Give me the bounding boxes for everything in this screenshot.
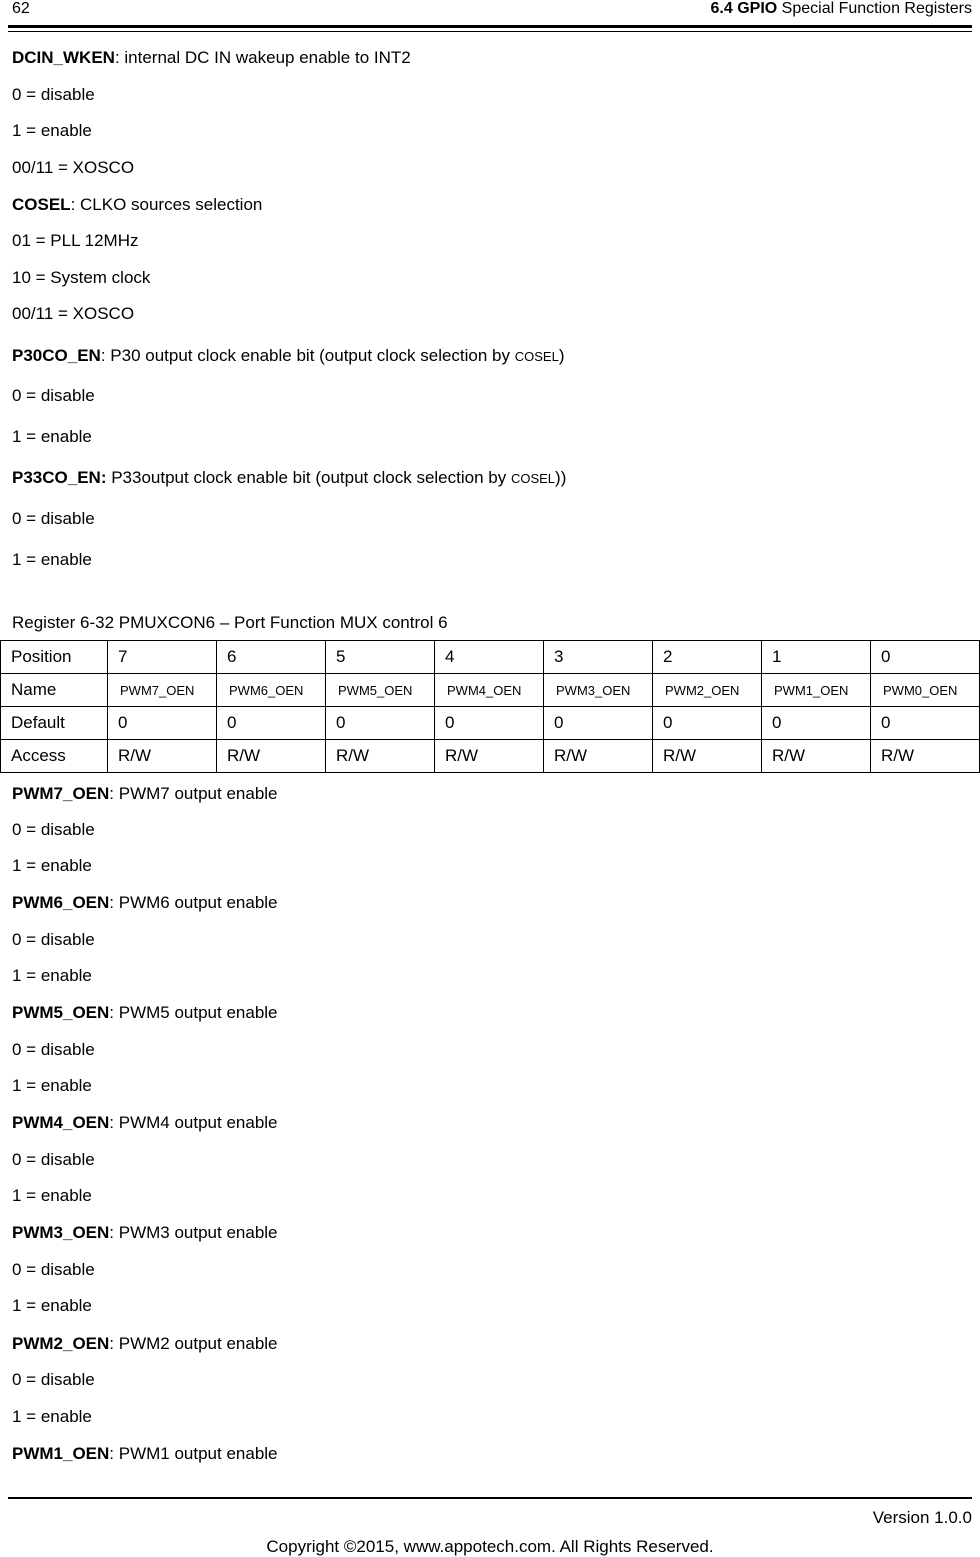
field-ref: COSEL <box>514 349 559 364</box>
table-cell: R/W <box>435 740 544 773</box>
table-cell: 0 <box>653 707 762 740</box>
field-name: PWM4_OEN <box>12 1113 110 1132</box>
field-desc-tail: ) <box>558 346 565 365</box>
field-ref: COSEL <box>510 471 556 486</box>
field-pwm3-oen <box>12 1223 278 1243</box>
table-cell: R/W <box>544 740 653 773</box>
field-name: COSEL <box>12 195 71 214</box>
field-value: 0 = disable <box>12 1260 95 1279</box>
field-value: 0 = disable <box>12 509 95 528</box>
table-cell: PWM4_OEN <box>435 674 544 707</box>
field-value: 00/11 = XOSCO <box>12 158 135 177</box>
table-cell: 0 <box>435 707 544 740</box>
register-row-default <box>1 707 980 740</box>
field-value: 1 = enable <box>12 121 92 140</box>
table-cell: R/W <box>653 740 762 773</box>
field-pwm4-oen <box>12 1113 278 1133</box>
field-name: PWM5_OEN <box>12 1003 110 1022</box>
section-title <box>711 0 972 18</box>
field-value: 0 = disable <box>12 386 95 405</box>
table-cell: 0 <box>871 641 980 674</box>
field-desc: : PWM7 output enable <box>109 784 278 803</box>
table-cell: 0 <box>871 707 980 740</box>
table-cell: 7 <box>108 641 217 674</box>
field-desc: : PWM1 output enable <box>109 1444 278 1463</box>
version-label: Version 1.0.0 <box>872 1508 972 1527</box>
field-name: P30CO_EN <box>12 346 101 365</box>
field-name: P33CO_EN: <box>12 468 107 487</box>
field-desc: : P30 output clock enable bit (output clock selection by <box>100 346 515 365</box>
field-value: 1 = enable <box>12 427 92 446</box>
field-desc: : PWM5 output enable <box>109 1003 278 1022</box>
field-name: PWM2_OEN <box>12 1334 110 1353</box>
field-value: 1 = enable <box>12 856 92 875</box>
register-row-position <box>1 641 980 674</box>
header-rule-thin <box>8 31 972 32</box>
table-cell: R/W <box>217 740 326 773</box>
field-value: 0 = disable <box>12 1150 95 1169</box>
table-cell: PWM1_OEN <box>762 674 871 707</box>
field-desc: P33output clock enable bit (output clock selection by <box>106 468 511 487</box>
field-value: 00/11 = XOSCO <box>12 304 135 323</box>
table-cell: R/W <box>871 740 980 773</box>
table-cell: 2 <box>653 641 762 674</box>
field-value: 0 = disable <box>12 930 95 949</box>
register-table <box>0 640 980 773</box>
table-cell: PWM6_OEN <box>217 674 326 707</box>
page-number: 62 <box>12 0 30 17</box>
header-rule-thick <box>8 25 972 28</box>
table-cell: 5 <box>326 641 435 674</box>
field-pwm6-oen <box>12 893 278 913</box>
table-cell: PWM7_OEN <box>108 674 217 707</box>
page-header <box>0 0 980 26</box>
field-pwm5-oen <box>12 1003 278 1023</box>
field-p30co-en <box>12 346 565 367</box>
field-value: 0 = disable <box>12 820 95 839</box>
field-name: PWM3_OEN <box>12 1223 110 1242</box>
field-name: DCIN_WKEN <box>12 48 115 67</box>
table-cell: PWM0_OEN <box>871 674 980 707</box>
field-desc: : internal DC IN wakeup enable to INT2 <box>114 48 411 67</box>
field-value: 1 = enable <box>12 966 92 985</box>
field-value: 1 = enable <box>12 550 92 569</box>
table-cell: R/W <box>108 740 217 773</box>
field-pwm7-oen <box>12 784 278 804</box>
field-desc-tail: )) <box>555 468 567 487</box>
table-cell: 0 <box>108 707 217 740</box>
table-cell: R/W <box>326 740 435 773</box>
copyright-notice: Copyright ©2015, www.appotech.com. All Rights Reserved. <box>266 1537 714 1556</box>
field-desc: : PWM4 output enable <box>109 1113 278 1132</box>
field-value: 1 = enable <box>12 1407 92 1426</box>
field-value: 01 = PLL 12MHz <box>12 231 139 250</box>
section-title-bold: 6.4 GPIO <box>710 0 778 17</box>
field-desc: : PWM3 output enable <box>109 1223 278 1242</box>
field-value: 0 = disable <box>12 1370 95 1389</box>
field-desc: : PWM6 output enable <box>109 893 278 912</box>
field-name: PWM1_OEN <box>12 1444 110 1463</box>
table-cell: 0 <box>762 707 871 740</box>
field-name: PWM6_OEN <box>12 893 110 912</box>
field-value: 0 = disable <box>12 1040 95 1059</box>
field-value: 1 = enable <box>12 1076 92 1095</box>
field-desc: : PWM2 output enable <box>109 1334 278 1353</box>
field-pwm1-oen <box>12 1444 278 1464</box>
register-row-access <box>1 740 980 773</box>
section-title-rest: Special Function Registers <box>777 0 972 17</box>
register-row-name <box>1 674 980 707</box>
field-desc: : CLKO sources selection <box>70 195 263 214</box>
footer-rule <box>8 1497 972 1499</box>
table-cell: 0 <box>326 707 435 740</box>
field-value: 1 = enable <box>12 1296 92 1315</box>
field-value: 10 = System clock <box>12 268 151 287</box>
table-cell: 0 <box>544 707 653 740</box>
field-name: PWM7_OEN <box>12 784 110 803</box>
table-cell: PWM2_OEN <box>653 674 762 707</box>
table-cell: 4 <box>435 641 544 674</box>
table-cell: PWM3_OEN <box>544 674 653 707</box>
table-cell: R/W <box>762 740 871 773</box>
field-p33co-en <box>12 468 566 489</box>
field-value: 1 = enable <box>12 1186 92 1205</box>
table-cell: 0 <box>217 707 326 740</box>
table-cell: 6 <box>217 641 326 674</box>
field-pwm2-oen <box>12 1334 278 1354</box>
register-caption: Register 6-32 PMUXCON6 – Port Function MUX control 6 <box>12 613 448 632</box>
row-label: Default <box>1 707 108 740</box>
row-label: Name <box>1 674 108 707</box>
row-label: Access <box>1 740 108 773</box>
table-cell: 1 <box>762 641 871 674</box>
field-cosel <box>12 195 262 215</box>
field-value: 0 = disable <box>12 85 95 104</box>
field-dcin-wken <box>12 48 411 68</box>
row-label: Position <box>1 641 108 674</box>
table-cell: 3 <box>544 641 653 674</box>
table-cell: PWM5_OEN <box>326 674 435 707</box>
